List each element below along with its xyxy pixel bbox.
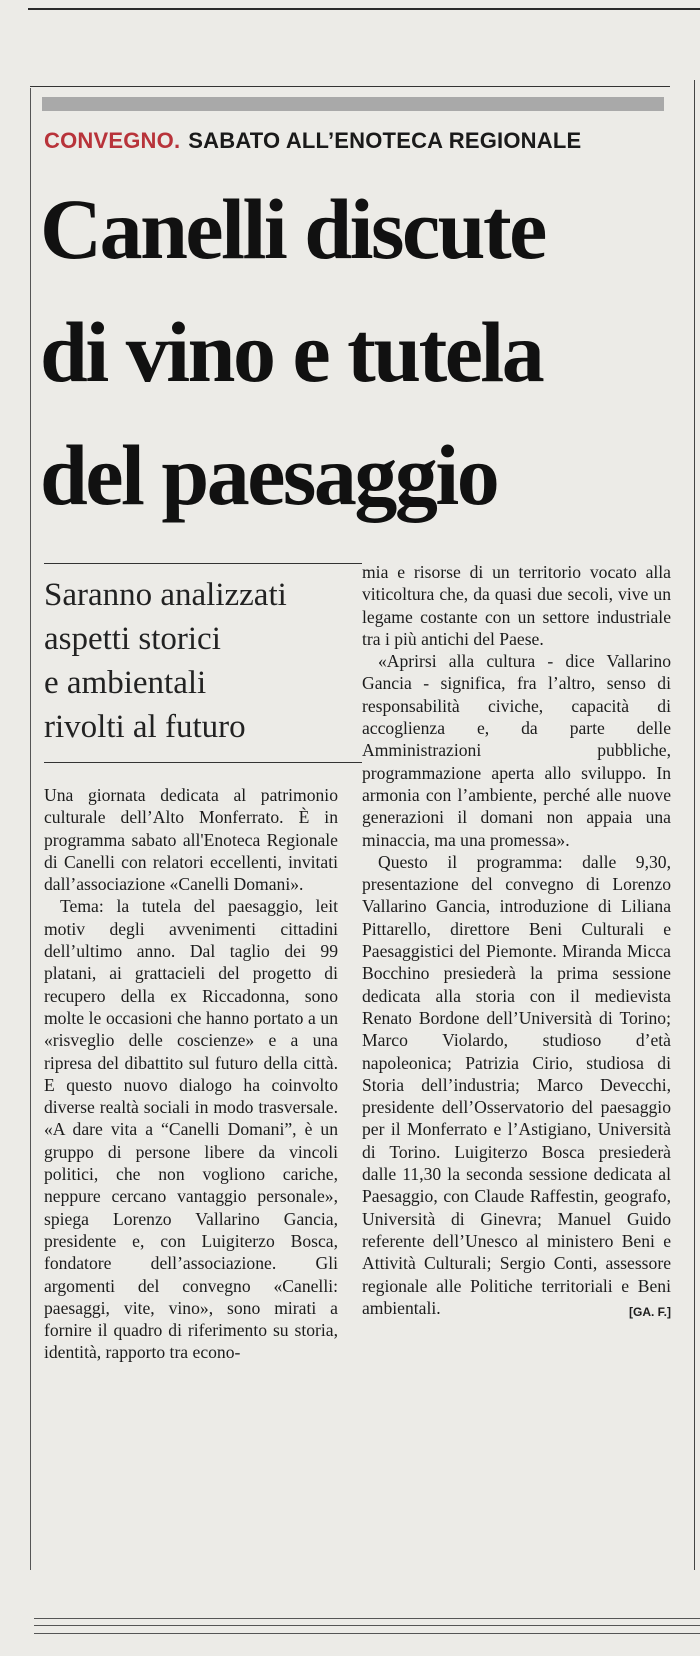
headline-line: del paesaggio [40, 427, 498, 523]
article-frame-top [30, 86, 670, 87]
headline-line: Canelli discute [40, 181, 545, 277]
footer-rule [34, 1625, 700, 1626]
header-grey-band [42, 97, 664, 111]
headline-line: di vino e tutela [40, 304, 543, 400]
kicker-subtitle: SABATO ALL’ENOTECA REGIONALE [188, 128, 582, 153]
article-frame-right [694, 80, 695, 1570]
body-paragraph: mia e risorse di un territorio vocato alla viticoltura che, da quasi due secoli, vive un legame costante con un settore industriale tra i più antichi del Paese. [362, 562, 671, 649]
body-paragraph-text: Questo il programma: dalle 9,30, presentazione del convegno di Lorenzo Vallarino Gancia, introduzione di Liliana Pittarello, direttore Beni Culturali e Paesaggistici del Piemonte. Miranda Micca Bocchino presiederà la prima sessione dedicata alla storia con il medievista Renato Bordone dell’Università di Torino; Marco Violardo, studioso d’età napoleonica; Patrizia Cirio, studiosa di Storia dell’industria; Marco Devecchi, presidente dell’Osservatorio del paesaggio per il Monferrato e l’Astigiano, Università di Torino. Luigiterzo Bosca presiederà dalle 11,30 la seconda sessione dedicata al Paesaggio, con Claude Raffestin, geografo, Università di Ginevra; Manuel Guido referente dell’Unesco al ministero Beni e Attività Culturali; Sergio Conti, assessore regionale alle Politiche territoriali e Beni ambientali. [362, 851, 671, 1318]
body-column-left [44, 784, 338, 1364]
footer-rule [34, 1633, 700, 1634]
subhead-line: e ambientali [44, 665, 207, 701]
headline [40, 168, 690, 537]
page-top-rule [28, 8, 700, 10]
body-paragraph: Tema: la tutela del paesaggio, leit motiv degli avvenimenti cittadini dell’ultimo anno. Dal taglio dei 99 platani, ai grattacieli del progetto di recupero della ex Riccadonna, sono molte le occasioni che hanno portato a un «risveglio delle coscienze» e a una ripresa del dibattito sul futuro della città. E questo nuovo dialogo ha coinvolto diverse realtà sociali in modo trasversale. «A dare vita a “Canelli Domani”, è un gruppo di persone libere da vincoli politici, che non vogliono cariche, neppure cercano vantaggio personale», spiega Lorenzo Vallarino Gancia, presidente e, con Luigiterzo Bosca, fondatore dell’associazione. Gli argomenti del convegno «Canelli: paesaggi, vite, vino», sono mirati a fornire il quadro di riferimento su storia, identità, rapporto tra econo- [44, 896, 338, 1363]
kicker-section: CONVEGNO. [44, 128, 181, 153]
body-paragraph: «Aprirsi alla cultura - dice Vallarino Gancia - significa, fra l’altro, senso di responsabilità civiche, capacità di accoglienza e, da parte delle Amministrazioni pubbliche, programmazione aperta allo sviluppo. In armonia con l’ambiente, perché alle nuove generazioni il domani non appaia una minaccia, ma una promessa». [362, 651, 671, 850]
footer-rule [34, 1618, 700, 1619]
subhead-line: Saranno analizzati [44, 577, 287, 613]
body-paragraph [362, 851, 671, 1319]
article-frame-left [30, 88, 31, 1570]
subhead-line: aspetti storici [44, 621, 221, 657]
subhead-bottom-rule [44, 762, 362, 763]
author-credit: [GA. F.] [629, 1304, 671, 1319]
subhead-line: rivolti al futuro [44, 709, 246, 745]
body-paragraph: Una giornata dedicata al patrimonio culturale dell’Alto Monferrato. È in programma sabato all'Enoteca Regionale di Canelli con relatori eccellenti, invitati dall’associazione «Canelli Domani». [44, 785, 338, 895]
subhead-top-rule [44, 563, 362, 564]
kicker [44, 128, 581, 154]
body-column-right [362, 561, 671, 1323]
subhead [44, 573, 362, 749]
